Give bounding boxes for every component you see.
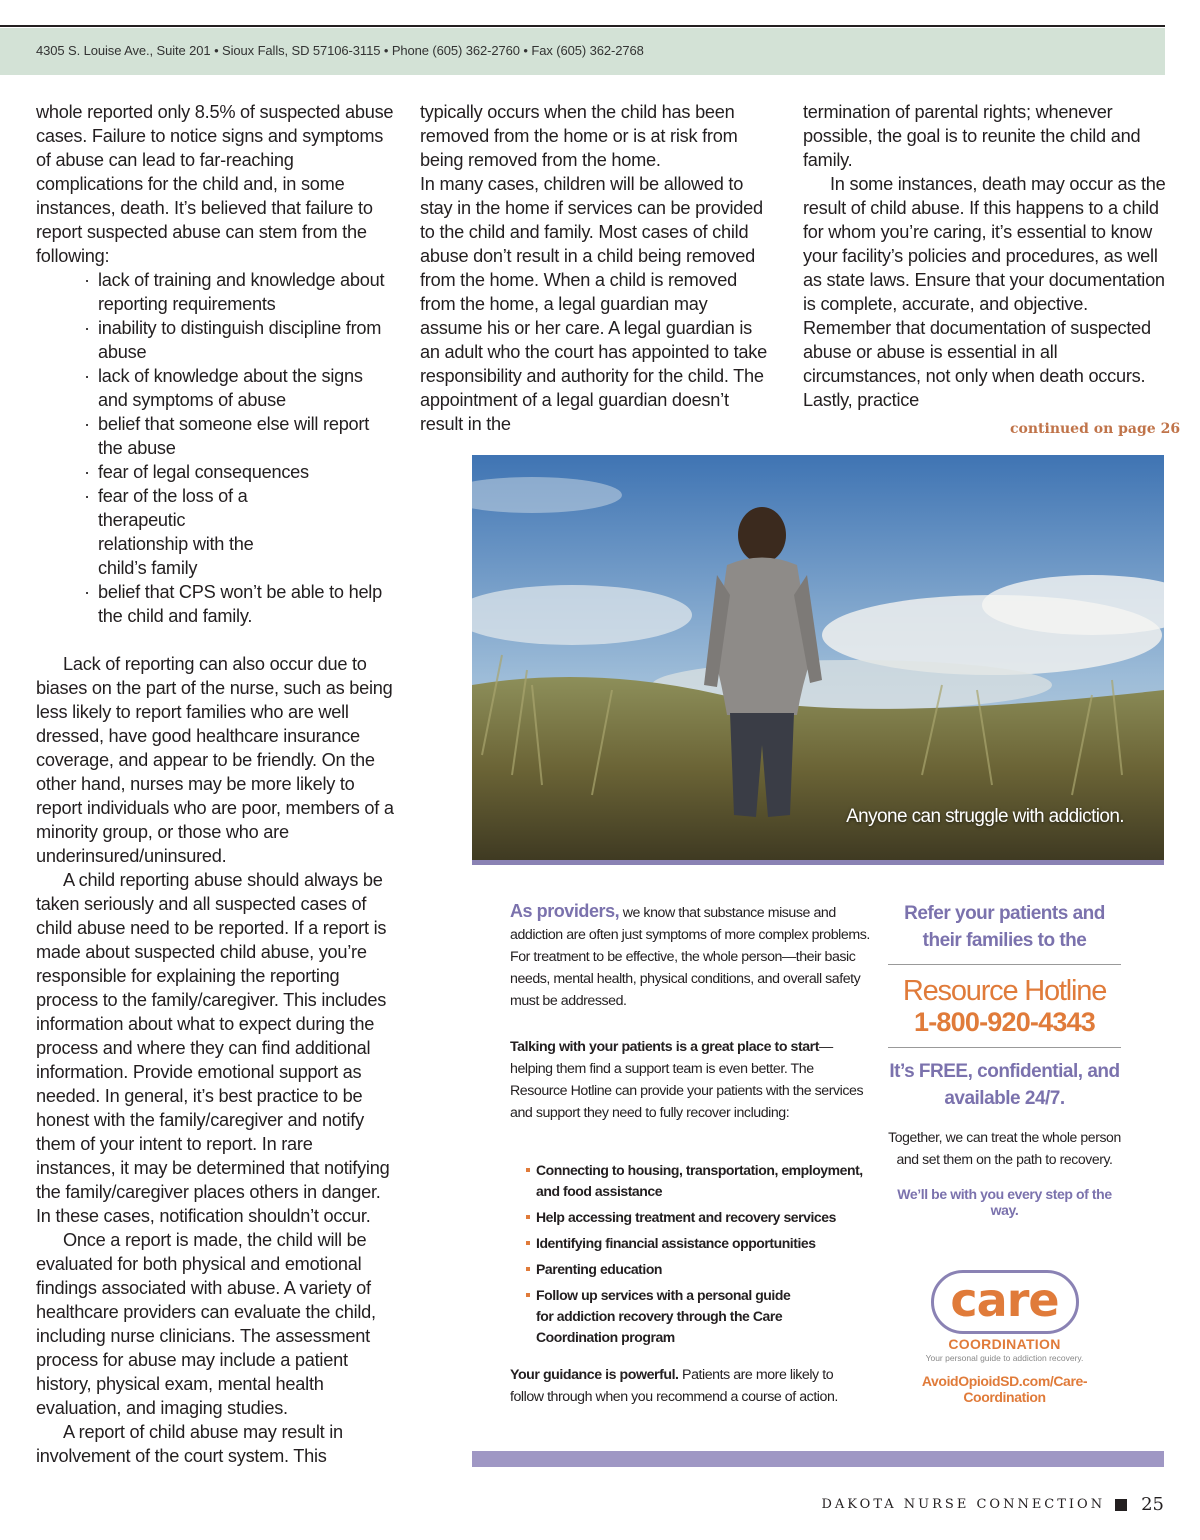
list-item: Connecting to housing, transportation, employment, and food assistance xyxy=(526,1160,870,1202)
address-text: 4305 S. Louise Ave., Suite 201 • Sioux Falls, SD 57106-3115 • Phone (605) 362-2760 • Fax (605) 362-2768 xyxy=(36,43,644,58)
col3-paragraph-2: In some instances, death may occur as the result of child abuse. If this happens to a child for whom you’re caring, it’s essential to know your facility’s policies and procedures, as well as state laws. Ensure that your documentation is complete, accurate, and objective. Remember that documentation of suspected abuse or abuse is essential in all circumstances, not only when death occurs. Lastly, practice xyxy=(803,174,1166,410)
ad-talking: Talking with your patients is a great place to start—helping them find a support team is even better. The Resource Hotline can provide your patients with the services and support they need to fully recover including: xyxy=(510,1039,864,1121)
page-number: 25 xyxy=(1141,1494,1164,1515)
ad-body xyxy=(510,900,870,1408)
ad-divider-top xyxy=(472,860,1164,865)
article-column-1 xyxy=(36,100,396,1468)
refer-heading: Refer your patients and their families to the xyxy=(904,903,1105,951)
list-item: · lack of knowledge about the signs and symptoms of abuse xyxy=(84,366,363,410)
divider xyxy=(888,1047,1121,1048)
magazine-name: DAKOTA NURSE CONNECTION xyxy=(821,1497,1106,1512)
col1-paragraph-4: Once a report is made, the child will be evaluated for both physical and emotional findings associated with abuse. A variety of healthcare providers can evaluate the child, including nurse clinicians. The assessment process for abuse may include a patient history, physical exam, mental health evaluation, and imaging studies. xyxy=(36,1230,376,1418)
list-item: · belief that someone else will report the abuse xyxy=(84,414,370,458)
person-in-field-illustration xyxy=(472,455,1164,860)
col2-paragraph-2: In many cases, children will be allowed to stay in the home if services can be provided to the child and family. Most cases of child abuse don’t result in a child being removed from the home. When a child is removed from the home, a legal guardian may assume his or her care. A legal guardian is an adult who the court has appointed to take responsibility and authority for the child. The appointment of a legal guardian doesn’t result in the xyxy=(420,174,767,434)
with-you-text: We’ll be with you every step of the way. xyxy=(897,1186,1112,1218)
divider xyxy=(888,964,1121,965)
care-logo-word: care xyxy=(950,1273,1059,1327)
photo-caption: Anyone can struggle with addiction. xyxy=(846,806,1124,827)
article-column-2 xyxy=(420,100,770,436)
col1-paragraph-5: A report of child abuse may result in involvement of the court system. This xyxy=(36,1422,343,1466)
list-item: · fear of legal consequences xyxy=(84,462,309,482)
services-list xyxy=(526,1160,870,1348)
list-item: · lack of training and knowledge about reporting requirements xyxy=(84,270,385,314)
list-item: Follow up services with a personal guide for addiction recovery through the Care Coordination program xyxy=(526,1285,806,1348)
logo-subtitle: COORDINATION xyxy=(948,1336,1061,1352)
ad-photo xyxy=(472,455,1164,860)
top-rule xyxy=(0,25,1165,27)
col1-paragraph-3: A child reporting abuse should always be taken seriously and all suspected cases of child abuse need to be reported. If a report is made about suspected child abuse, you’re responsible for explaining the reporting process to the family/caregiver. This includes information about what to expect during the process and where they can find additional information. Provide emotional support as needed. In general, it’s best practice to be honest with the family/caregiver and notify them of your intent to report. In rare instances, it may be determined that notifying the family/caregiver places others in danger. In these cases, notification shouldn’t occur. xyxy=(36,870,390,1226)
together-text: Together, we can treat the whole person and set them on the path to recovery. xyxy=(888,1129,1121,1167)
continued-link[interactable]: continued on page 26 xyxy=(1010,421,1181,437)
ad-intro: As providers, we know that substance misuse and addiction are often just symptoms of more complex problems. For treatment to be effective, the whole person—their basic needs, mental health, physical conditions, and overall safety must be addressed. xyxy=(510,901,870,1009)
article-column-3 xyxy=(803,100,1168,412)
hotline-number[interactable]: 1-800-920-4343 xyxy=(914,1007,1095,1037)
col2-paragraph-1: typically occurs when the child has been removed from the home or is at risk from being removed from the home. xyxy=(420,102,738,170)
free-note: It’s FREE, confidential, and available 24/7. xyxy=(889,1061,1120,1109)
ad-divider-bottom xyxy=(472,1451,1164,1467)
list-item: Identifying financial assistance opportunities xyxy=(526,1233,870,1254)
page-footer xyxy=(822,1494,1165,1515)
care-url-link[interactable]: AvoidOpioidSD.com/Care-Coordination xyxy=(921,1373,1088,1405)
list-item: · fear of the loss of a therapeutic relationship with the child’s family xyxy=(84,486,254,578)
col3-paragraph-1: termination of parental rights; whenever possible, the goal is to reunite the child and family. xyxy=(803,102,1141,170)
col1-paragraph-1: whole reported only 8.5% of suspected abuse cases. Failure to notice signs and symptoms of abuse can lead to far-reaching complications for the child and, in some instances, death. It’s believed that failure to report suspected abuse can stem from the following: xyxy=(36,102,394,266)
list-item: Parenting education xyxy=(526,1259,870,1280)
ad-guidance: Your guidance is powerful. Patients are more likely to follow through when you recommend a course of action. xyxy=(510,1367,838,1405)
ad-lead: As providers, xyxy=(510,901,620,921)
hotline-panel xyxy=(888,900,1121,1405)
care-logo xyxy=(931,1270,1079,1334)
hotline-title: Resource Hotline xyxy=(902,975,1107,1007)
logo-tagline: Your personal guide to addiction recovery. xyxy=(925,1353,1084,1363)
list-item: Help accessing treatment and recovery services xyxy=(526,1207,870,1228)
reasons-list xyxy=(84,268,396,628)
col1-paragraph-2: Lack of reporting can also occur due to biases on the part of the nurse, such as being less likely to report families who are well dressed, have good healthcare insurance coverage, and appear to be friendly. On the other hand, nurses may be more likely to report individuals who are poor, members of a minority group, or those who are underinsured/uninsured. xyxy=(36,654,394,866)
address-bar xyxy=(0,28,1165,75)
list-item: · belief that CPS won’t be able to help the child and family. xyxy=(84,582,382,626)
square-icon xyxy=(1115,1499,1127,1511)
list-item: · inability to distinguish discipline from abuse xyxy=(84,318,382,362)
